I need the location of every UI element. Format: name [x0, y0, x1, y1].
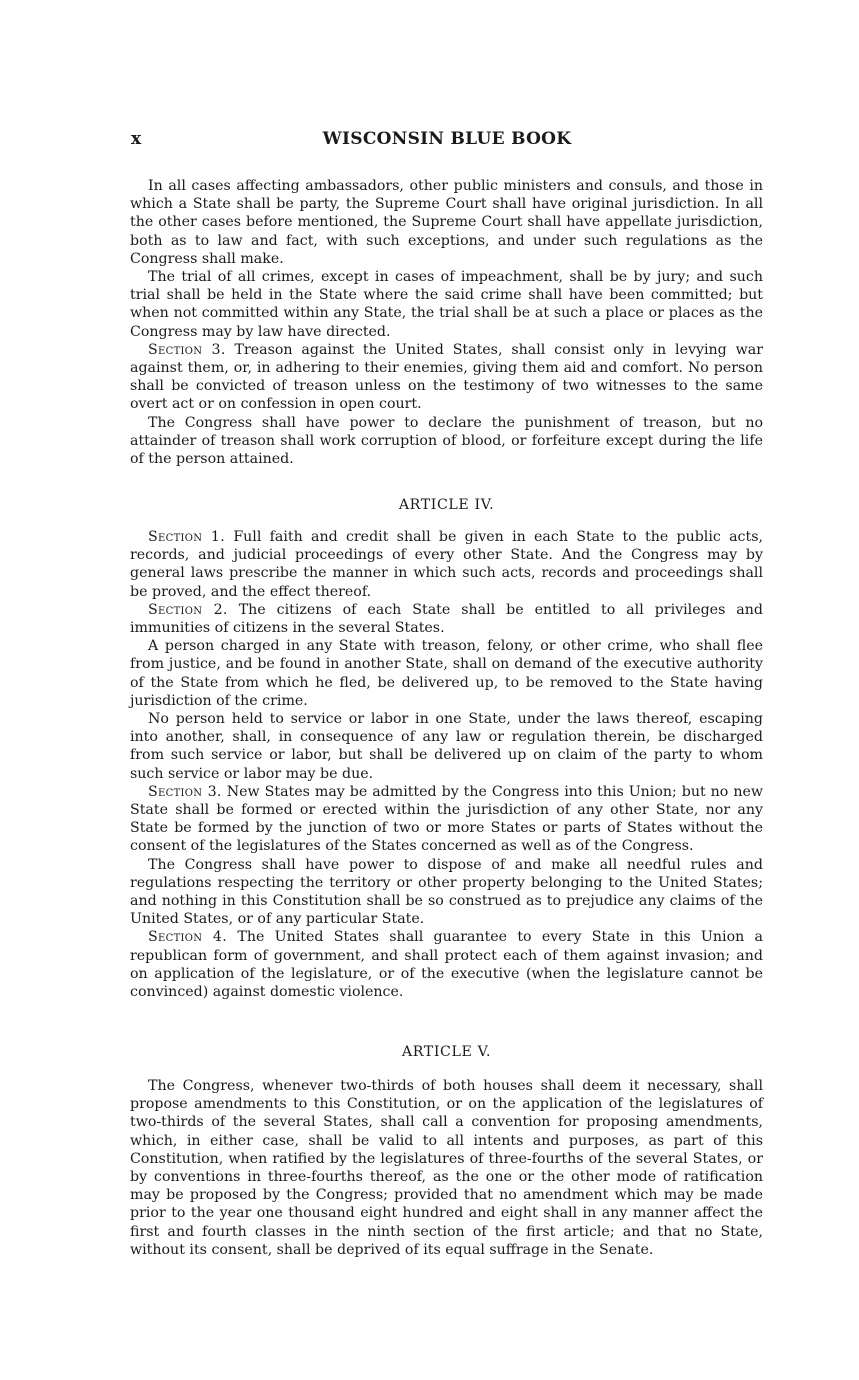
section-label: Section 3.	[148, 783, 222, 800]
article-iv-body	[130, 528, 763, 1001]
paragraph	[130, 601, 763, 637]
book-title: WISCONSIN BLUE BOOK	[322, 129, 572, 149]
section-label: Section 4.	[148, 929, 228, 946]
section-label: Section 2.	[148, 601, 228, 618]
paragraph-text: A person charged in any State with treason, felony, or other crime, who shall flee from justice, and be found in another State, shall on demand of the executive authority of the State from which he fled, be delivered up, to be removed to the State having jurisdiction of the crime.	[130, 638, 763, 709]
paragraph	[130, 268, 763, 341]
paragraph	[130, 783, 763, 856]
paragraph-text: The Congress, whenever two-thirds of both houses shall deem it necessary, shall propose amendments to this Constitution, or on the application of the legislatures of two-thirds of the several States, shall call a convention for proposing amendments, which, in either case, shall be valid to all intents and purposes, as part of this Constitution, when ratified by the legislatures of three-fourths of the several States, or by conventions in three-fourths thereof, as the one or the other mode of ratification may be proposed by the Congress; provided that no amendment which may be made prior to the year one thousand eight hundred and eight shall in any manner affect the first and fourth classes in the ninth section of the first article; and that no State, without its consent, shall be deprived of its equal suffrage in the Senate.	[130, 1078, 763, 1258]
paragraph-text: Treason against the United States, shall consist only in levying war against them, or, in adhering to their enemies, giving them aid and comfort. No person shall be convicted of treason unless on the testimony of two witnesses to the same overt act or on confession in open court.	[130, 341, 763, 413]
paragraph-text: The trial of all crimes, except in cases of impeachment, shall be by jury; and such trial shall be held in the State where the said crime shall have been committed; but when not committed within any State, the trial shall be at such a place or places as the Congress may by law have directed.	[130, 269, 763, 340]
paragraph	[130, 177, 763, 268]
paragraph-text: New States may be admitted by the Congress into this Union; but no new State shall be formed or erected within the jurisdiction of any other State, nor any State be formed by the junction of two or more States or parts of States without the consent of the legislatures of the States concerned as well as of the Congress.	[130, 783, 763, 855]
paragraph	[130, 528, 763, 601]
paragraph-text: The Congress shall have power to dispose of and make all needful rules and regulations respecting the territory or other property belonging to the United States; and nothing in this Constitution shall be so construed as to prejudice any claims of the United States, or of any particular State.	[130, 856, 763, 928]
paragraph	[130, 710, 763, 783]
paragraph-text: The Congress shall have power to declare the punishment of treason, but no attainder of treason shall work corruption of blood, or forfeiture except during the life of the person attained.	[130, 414, 763, 468]
paragraph-text: In all cases affecting ambassadors, other public ministers and consuls, and those in which a State shall be party, the Supreme Court shall have original jurisdiction. In all the other cases before mentioned, the Supreme Court shall have appellate jurisdiction, both as to law and fact, with such exceptions, and under such regulations as the Congress shall make.	[130, 178, 763, 267]
article-iv-heading: ARTICLE IV.	[398, 497, 495, 513]
section-label: Section 3.	[148, 341, 226, 358]
paragraph-text: The citizens of each State shall be entitled to all privileges and immunities of citizens in the several States.	[130, 601, 763, 637]
paragraph-text: The United States shall guarantee to every State in this Union a republican form of government, and shall protect each of them against invasion; and on application of the legislature, or of the executive (when the legislature cannot be convinced) against domestic violence.	[130, 929, 763, 1001]
paragraph	[130, 414, 763, 469]
paragraph	[130, 1077, 763, 1259]
section-label: Section 1.	[148, 529, 226, 545]
paragraph	[130, 637, 763, 710]
article-v-heading: ARTICLE V.	[401, 1044, 492, 1060]
article-v-body	[130, 1077, 763, 1259]
paragraph	[130, 928, 763, 1001]
paragraph	[130, 856, 763, 929]
article-iii-continuation	[130, 177, 763, 468]
paragraph-text: No person held to service or labor in one State, under the laws thereof, escaping into another, shall, in consequence of any law or regulation therein, be discharged from such service or labor, but shall be delivered up on claim of the party to whom such service or labor may be due.	[130, 711, 763, 782]
paragraph-text: Full faith and credit shall be given in each State to the public acts, records, and judicial proceedings of every other State. And the Congress may by general laws prescribe the manner in which such acts, records and proceedings shall be proved, and the effect thereof.	[130, 529, 763, 600]
page-number: x	[131, 129, 142, 149]
paragraph	[130, 341, 763, 414]
running-head	[131, 129, 763, 153]
